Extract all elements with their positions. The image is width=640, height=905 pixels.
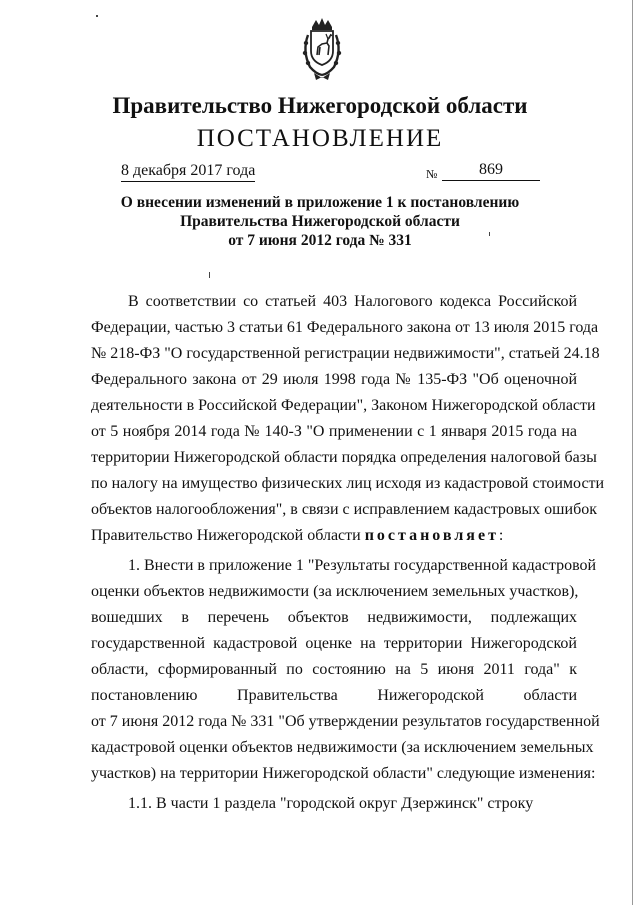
subject-line: О внесении изменений в приложение 1 к постановлению bbox=[120, 194, 520, 211]
coat-of-arms-icon bbox=[296, 17, 348, 81]
body-line: кадастровой оценки объектов недвижимости (за исключением земельных bbox=[91, 739, 594, 756]
body-line bbox=[91, 525, 577, 547]
body-line: от 5 ноября 2014 года № 140-З "О применении с 1 января 2015 года на bbox=[91, 423, 577, 440]
body-line: территории Нижегородской области порядка определения налоговой базы bbox=[91, 449, 597, 466]
body-line: государственной кадастровой оценке на территории Нижегородской bbox=[91, 635, 577, 652]
body-line: 1.1. В части 1 раздела "городской округ Дзержинск" строку bbox=[128, 795, 534, 812]
body-line: В соответствии со статьей 403 Налогового кодекса Российской bbox=[128, 293, 577, 310]
government-title: Правительство Нижегородской области bbox=[112, 93, 528, 118]
body-line: по налогу на имущество физических лиц исходя из кадастровой стоимости bbox=[91, 475, 605, 492]
document-date: 8 декабря 2017 года bbox=[121, 162, 255, 182]
body-line: оценки объектов недвижимости (за исключением земельных участков), bbox=[91, 583, 579, 600]
body-line: деятельности в Российской Федерации", Законом Нижегородской области bbox=[91, 397, 596, 414]
body-line: 1. Внести в приложение 1 "Результаты государственной кадастровой bbox=[128, 557, 597, 574]
scan-speck bbox=[209, 272, 210, 278]
body-line: вошедших в перечень объектов недвижимости, подлежащих bbox=[91, 609, 577, 626]
scan-speck bbox=[489, 232, 490, 236]
body-line: Федерального закона от 29 июля 1998 года № 135-ФЗ "Об оценочной bbox=[91, 371, 577, 388]
number-label: № bbox=[426, 167, 438, 181]
resolution-colon: : bbox=[498, 527, 504, 544]
document-type: ПОСТАНОВЛЕНИЕ bbox=[196, 125, 444, 152]
subject-line: от 7 июня 2012 года № 331 bbox=[228, 232, 412, 249]
body-line: постановлению Правительства Нижегородской области bbox=[91, 687, 577, 704]
body-line: от 7 июня 2012 года № 331 "Об утверждении результатов государственной bbox=[91, 713, 600, 730]
body-line: Федерации, частью 3 статьи 61 Федерального закона от 13 июля 2015 года bbox=[91, 319, 599, 336]
page-edge-line bbox=[632, 0, 633, 905]
body-line: участков) на территории Нижегородской области" следующие изменения: bbox=[91, 765, 596, 782]
body-line: № 218-ФЗ "О государственной регистрации недвижимости", статьей 24.18 bbox=[91, 345, 600, 362]
scan-speck bbox=[96, 15, 98, 17]
resolution-prefix: Правительство Нижегородской области bbox=[91, 527, 361, 544]
body-line: объектов налогообложения", в связи с исправлением кадастровых ошибок bbox=[91, 501, 597, 518]
subject-line: Правительства Нижегородской области bbox=[180, 213, 460, 230]
resolution-verb: постановляет bbox=[364, 527, 499, 544]
body-line: области, сформированный по состоянию на 5 июня 2011 года" к bbox=[91, 661, 577, 678]
document-number: 869 bbox=[442, 161, 540, 181]
